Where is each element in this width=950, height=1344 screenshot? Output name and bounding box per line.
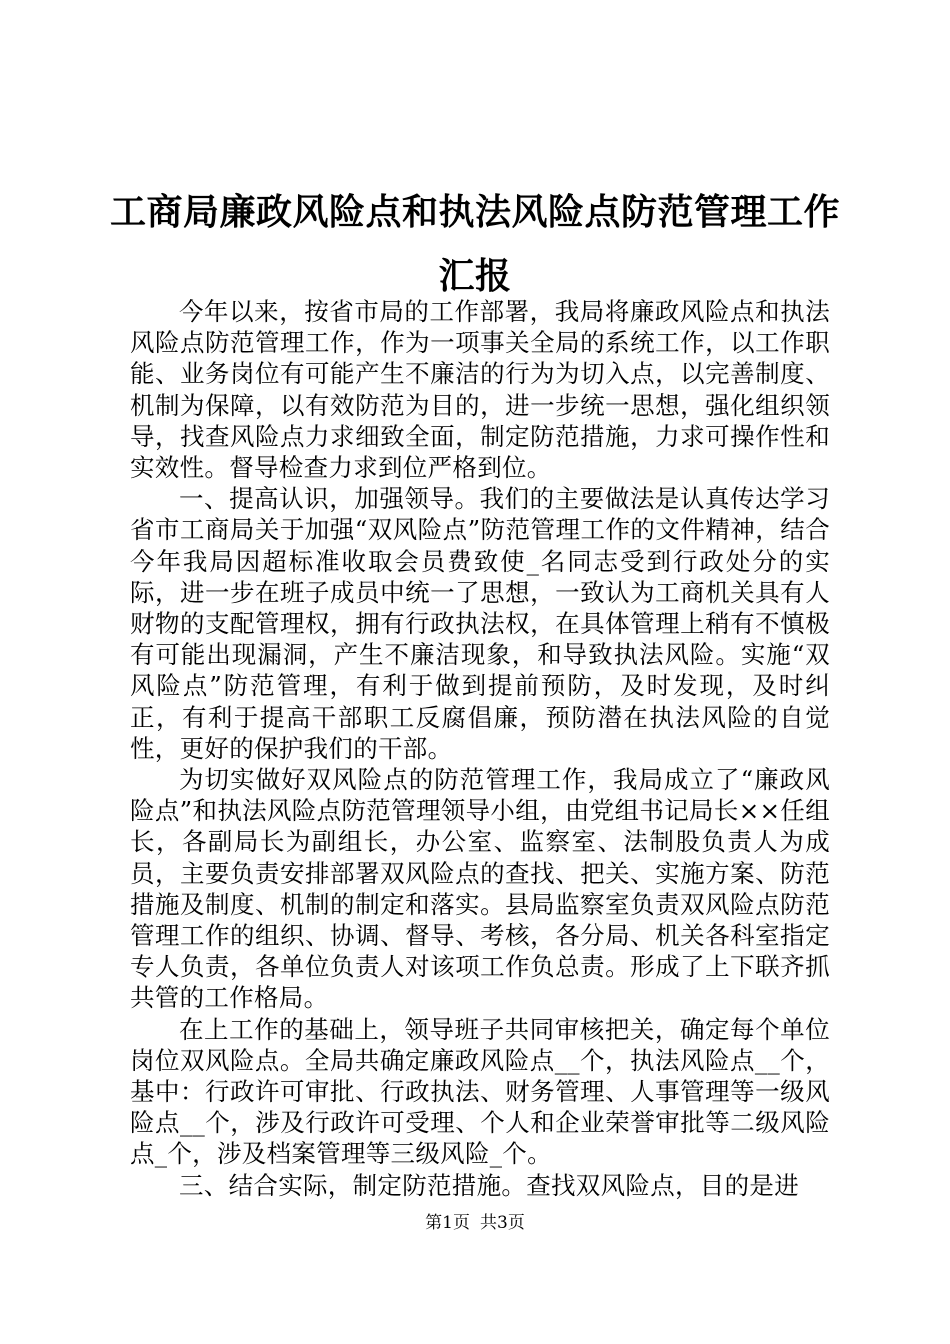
body-paragraph: 三、结合实际，制定防范措施。查找双风险点，目的是进 (179, 1170, 799, 1200)
body-paragraph: 一、提高认识，加强领导。我们的主要做法是认真传达学习省市工商局关于加强“双风险点”防范管理工作的文件精神，结合今年我局因超标准收取会员费致使_名同志受到行政处分的实际，进一步在班子成员中统一了思想，一致认为工商机关具有人财物的支配管理权，拥有行政执法权，在具体管理上稍有不慎极有可能出现漏洞，产生不廉洁现象，和导致执法风险。实施“双风险点”防范管理，有利于做到提前预防，及时发现，及时纠正，有利于提高干部职工反腐倡廉，预防潜在执法风险的自觉性，更好的保护我们的干部。 (130, 484, 831, 763)
page-number-total: 共3页 (480, 1213, 525, 1233)
body-paragraph: 今年以来，按省市局的工作部署，我局将廉政风险点和执法风险点防范管理工作，作为一项事关全局的系统工作，以工作职能、业务岗位有可能产生不廉洁的行为为切入点，以完善制度、机制为保障，以有效防范为目的，进一步统一思想，强化组织领导，找查风险点力求细致全面，制定防范措施，力求可操作性和实效性。督导检查力求到位严格到位。 (130, 297, 830, 483)
document-title: 工商局廉政风险点和执法风险点防范管理工作汇报 (110, 191, 841, 297)
document-body (130, 296, 830, 1201)
page-number-current: 第1页 (425, 1213, 470, 1233)
body-paragraph: 为切实做好双风险点的防范管理工作，我局成立了“廉政风险点”和执法风险点防范管理领导小组，由党组书记局长××任组长，各副局长为副组长，办公室、监察室、法制股负责人为成员，主要负责安排部署双风险点的查找、把关、实施方案、防范措施及制度、机制的制定和落实。县局监察室负责双风险点防范管理工作的组织、协调、督导、考核，各分局、机关各科室指定专人负责，各单位负责人对该项工作负总责。形成了上下联齐抓共管的工作格局。 (130, 765, 830, 1013)
body-paragraph: 在上工作的基础上，领导班子共同审核把关，确定每个单位岗位双风险点。全局共确定廉政风险点__个，执法风险点__个，基中：行政许可审批、行政执法、财务管理、人事管理等一级风险点__个，涉及行政许可受理、个人和企业荣誉审批等二级风险点_个，涉及档案管理等三级风险_个。 (130, 1014, 830, 1169)
page-footer (0, 1212, 950, 1234)
